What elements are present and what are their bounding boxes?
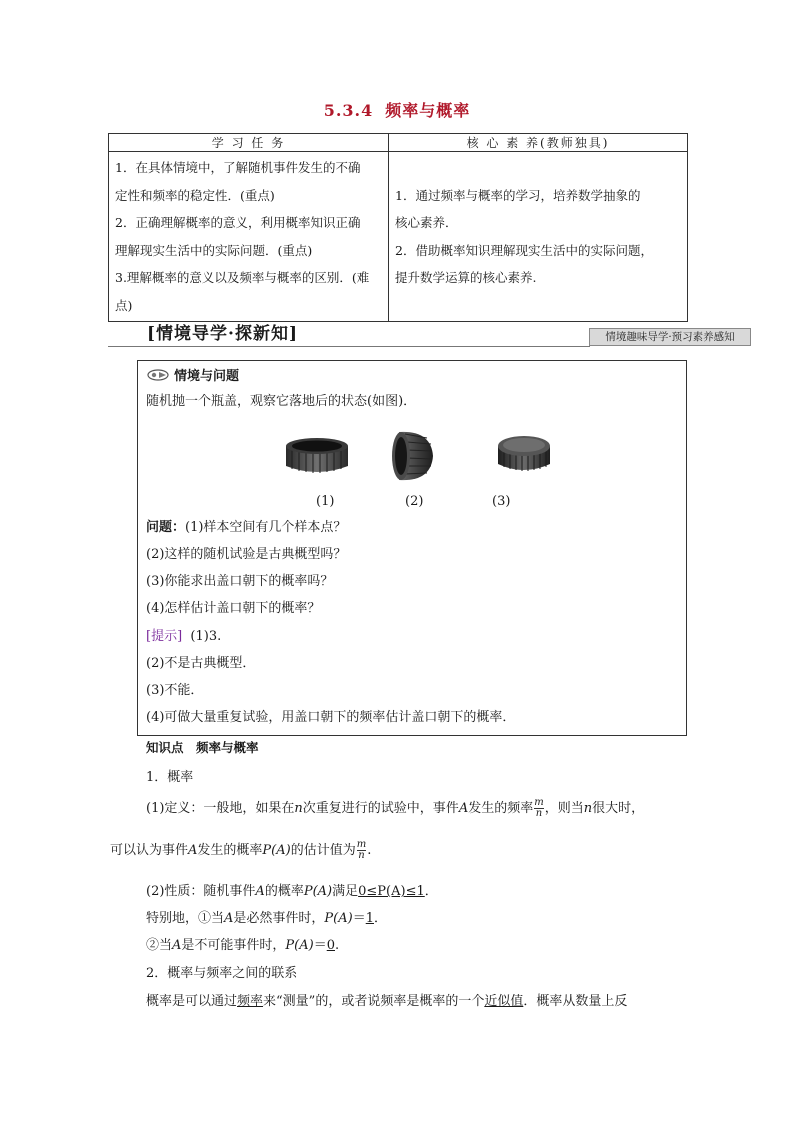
situation-heading [146, 365, 239, 384]
special-text: ②当 [146, 938, 173, 953]
image-caption: (3) [492, 494, 511, 509]
goals-table [108, 133, 688, 322]
title-text: 频率与概率 [385, 101, 471, 120]
relation-text: 概率是可以通过 [146, 994, 238, 1009]
hint-answer-1: (1)3. [190, 629, 222, 644]
fraction-numerator: m [356, 839, 367, 850]
var-A: A [224, 911, 234, 926]
goals-left-line: 理解现实生活中的实际问题．(重点) [115, 242, 313, 258]
def-text: 次重复进行的试验中，事件 [302, 801, 459, 816]
def-text: 可以认为事件 [110, 843, 189, 858]
expr-PA: P(A) [262, 843, 291, 858]
relation-underline: 频率 [237, 994, 264, 1009]
bottle-cap-image-3 [495, 432, 553, 478]
relation-line [146, 990, 627, 1009]
question-1 [146, 518, 346, 538]
special-value: 0 [326, 938, 335, 953]
situation-icon [146, 368, 170, 382]
special-value: 1 [365, 911, 374, 926]
expr-PA: P(A) [285, 938, 314, 953]
goals-header-right: 核 心 素 养(教师独具) [389, 134, 688, 152]
hint-label: [提示] [146, 629, 183, 644]
page-title [0, 98, 794, 121]
image-caption: (2) [405, 494, 424, 509]
answer-3: (3)不能． [146, 683, 204, 698]
def-text: ，则当 [544, 801, 584, 816]
goals-left-line: 点) [115, 297, 133, 313]
knowledge-sub-1: 1．概率 [146, 770, 194, 785]
var-n: n [583, 801, 593, 816]
goals-left-line: 1．在具体情境中，了解随机事件发生的不确 [115, 160, 361, 175]
goals-right-line: 2．借助概率知识理解现实生活中的实际问题， [395, 242, 653, 258]
image-caption: (1) [316, 494, 335, 509]
special-text: 是不可能事件时， [181, 938, 286, 953]
relation-text: ．概率从数量上反 [523, 994, 628, 1009]
def-text: 的估计值为 [290, 843, 356, 858]
knowledge-sub-2: 2．概率与频率之间的联系 [146, 966, 298, 981]
special-line-2 [146, 934, 339, 953]
question-label: 问题： [146, 520, 186, 535]
special-text: ＝ [313, 938, 327, 953]
situation-intro: 随机抛一个瓶盖，观察它落地后的状态(如图)． [146, 394, 417, 409]
goals-right-cell [389, 152, 688, 322]
def-text: (1)定义：一般地，如果在 [146, 801, 295, 816]
goals-right-line: 1．通过频率与概率的学习，培养数学抽象的 [395, 187, 641, 203]
fraction-m-n [357, 840, 366, 861]
expr-PA: P(A) [324, 911, 353, 926]
special-line-1 [146, 907, 387, 926]
var-n: n [294, 801, 303, 816]
section-number: 5.3.4 [323, 101, 374, 120]
var-A: A [458, 801, 469, 816]
fraction-denominator: n [535, 808, 543, 819]
property-line [146, 880, 438, 899]
prop-text: 的概率 [264, 884, 304, 899]
special-text: ． [374, 911, 388, 926]
hint-line [146, 627, 221, 647]
question-text: (1)样本空间有几个样本点？ [185, 520, 347, 535]
goals-right-line: 提升数学运算的核心素养. [395, 270, 537, 285]
section-heading: [情境导学·探新知] [147, 324, 299, 344]
fraction-numerator: m [534, 797, 544, 808]
var-A: A [188, 843, 198, 858]
question-3: (3)你能求出盖口朝下的概率吗？ [146, 574, 334, 589]
fraction-denominator: n [358, 850, 365, 861]
goals-left-line: 定性和频率的稳定性．(重点) [115, 187, 275, 203]
section-tag: 情境趣味导学·预习素养感知 [589, 328, 751, 346]
special-text: ＝ [352, 911, 366, 926]
fraction-m-n [534, 798, 543, 819]
var-A: A [172, 938, 182, 953]
knowledge-heading: 知识点 频率与概率 [146, 740, 259, 755]
prop-text: ． [424, 884, 438, 899]
special-text: 特别地，①当 [146, 911, 225, 926]
goals-left-line: 3.理解概率的意义以及频率与概率的区别．(难 [115, 270, 370, 285]
question-4: (4)怎样估计盖口朝下的概率？ [146, 601, 321, 616]
goals-right-line: 核心素养． [395, 215, 458, 230]
def-text: 发生的概率 [197, 843, 263, 858]
situation-heading-text: 情境与问题 [174, 369, 240, 384]
section-divider [108, 346, 590, 347]
question-2: (2)这样的随机试验是古典概型吗？ [146, 547, 347, 562]
relation-text: 来“测量”的，或者说频率是概率的一个 [263, 994, 485, 1009]
relation-underline: 近似值 [484, 994, 524, 1009]
def-text: . [367, 843, 372, 858]
def-text: 很大时， [592, 801, 645, 816]
definition-line-1 [146, 796, 644, 822]
special-text: 是必然事件时， [233, 911, 325, 926]
definition-line-2 [110, 838, 371, 864]
goals-left-cell [109, 152, 389, 322]
special-text: . [335, 938, 340, 953]
prop-range: 0≤P(A)≤1 [358, 884, 425, 899]
answer-4: (4)可做大量重复试验，用盖口朝下的频率估计盖口朝下的概率． [146, 710, 516, 725]
prop-text: 满足 [332, 884, 359, 899]
bottle-cap-image-2 [389, 428, 437, 484]
answer-2: (2)不是古典概型． [146, 656, 256, 671]
goals-header-left: 学 习 任 务 [109, 134, 389, 152]
bottle-cap-image-1 [282, 432, 352, 480]
var-A: A [255, 884, 265, 899]
expr-PA: P(A) [303, 884, 333, 899]
prop-text: (2)性质：随机事件 [146, 884, 256, 899]
goals-left-line: 2．正确理解概率的意义，利用概率知识正确 [115, 215, 361, 230]
def-text: 发生的频率 [468, 801, 534, 816]
